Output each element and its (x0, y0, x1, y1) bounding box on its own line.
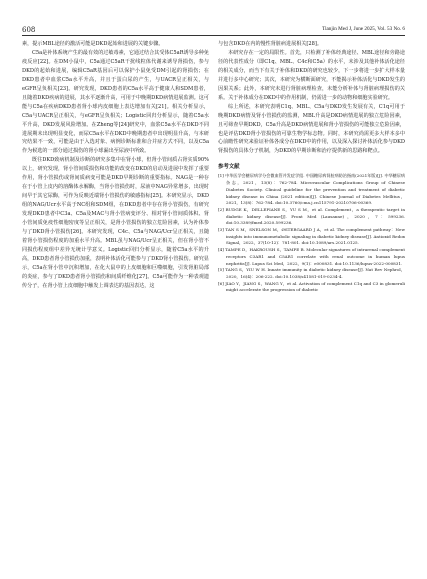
reference-item: [1] 中华医学会糖尿病学分会微血管并发症学组. 中国糖尿病肾脏病防治指南(2021年版)[J]. 中华糖尿病杂志，2021，13(8)：762-784. Microvascular Complications Group of Chinese Diabetes Society. Clinical guideline for the prevention and treatment of diabetic kidney disease in China (2021 edition)[J]. Chinese Journal of Diabetes Mellitus，2021，13(8)：762-784. doi:10.3760/cma.j.cn115791-20210706-00369. (218, 173, 405, 206)
paragraph: 素，提示MBL途径的激活可能是DKD起始和进展的关键步骤。 (22, 41, 164, 47)
header-rule (22, 35, 405, 36)
left-column (22, 40, 209, 291)
reference-item: [3] TAN S M，SNELSON M，ØSTERGAARD J A，et al. The complement pathway：New insights into immunometabolic signaling in diabetic kidney disease[J]. Antioxid Redox Signal，2022，37(10-12)：781-801. doi:10.1089/ars.2021.0125. (218, 227, 405, 246)
journal-header: Tianjin Med J, June 2025, Vol. 53 No. 6 (322, 26, 405, 32)
paragraph: 综上所述，本研究表明C1q、MBL、C5a与DKD发生发展有关，C1q可用于晚期DKD病情及肾小管损伤的监测，MBL升高是DKD病情进展的独立危险因素，且可筛查早期DKD，C5a升高是DKD病情进展和肾小管损伤的可能独立危险因素，也是评估DKD肾小管损伤的可靠生物学标志物。同时，本研究尚需更多大样本多中心前瞻性研究来验证补体各成分在DKD中的作用，以及深入探讨补体活化参与DKD肾损伤的具体分子机制，为DKD的早期诊断和治疗提供新的思路和靶点。 (218, 103, 405, 155)
right-column (218, 40, 405, 294)
paragraph: 与包含DKD在内的慢性肾脏病进展相关[28]。 (218, 41, 322, 47)
paragraph: C5a是补体系统产生的最有效的过敏毒素，它通过结合其受体C5aR诱导多种免疫反应[22]。在DM小鼠中，C5a通过C5aR干扰线粒体代谢来诱导肾损伤，参与DKD的起始和进展，编辑C5aR基因后可以保护小鼠免受DM引起的肾损伤；在DKD患者中血浆C5a水平升高，并且于蛋白尿的产生，与UACR呈正相关，与eGFR呈负相关[23]。研究发现，DKD患者的C5a水平高于健康人和SDM患者，且随着DKD疾病的进展，其水平逐渐升高，可用于中晚期DKD病情进展监测。这可能与C5a在疾病DKD患者肾小球内皮细胞上表达增加有关[21]。相关分析显示，C5a与UACR呈正相关，与eGFR呈负相关；Logistic回归分析显示，随着C5a水平升高，DKD发展风险增加。在Zheng等[24]研究中，血浆C5a水平在DKD不同进展期未出现明显变化，而尿C5a水平在DKD中晚期患者中出现明显升高，与本研究结果不一致，可能是由于入选对象、病例诊断标准和合并症方式不同，以及C5a作为候选的一部分通过损伤的肾小球漏出至尿液中所致。 (22, 49, 209, 155)
references-title: 参考文献 (218, 164, 240, 171)
page-number: 608 (22, 26, 36, 34)
reference-item: [4] TAMPE D，HAKROUSH S，TAMPE B. Molecular signatures of intrarenal complement receptors C3AR1 and C5AR1 correlate with renal outcome in human lupus nephritis[J]. Lupus Sci Med，2022，9(1)：e000831. doi:10.1136/lupus-2022-000831. (218, 247, 405, 266)
paragraph: 既往DKD致病机制及诊断的研究多集中在肾小球，但肾小管间质占肾实质90%以上，研究发现，肾小管间质损伤和功能的改变在DKD的启动及进展中发挥了重要作用，肾小管损伤或肾间质病变可能是DKD早期诊断的重要指标。NAG是一种存在于小管上皮内的溶酶体水解酶，当肾小管损伤时，尿液中NAG异常增多，出现时间早于其它尿酶，可作为反映近端肾小管损伤的敏感指标[25]。本研究显示，DKD组的NAG/Ucr水平高于NC组和SDM组，在DKD患者中存在肾小管损伤，有研究发现DKD患者中C3a、C5a及MAC与肾小管病变评分、相对肾小管间质体积、肾小管间质免疫性细胞密度等呈正相关，是肾小管损伤的独立危险因素，认为补体参与了DKD肾小管损伤[26]。本研究发现，C4c、C5a与NAG/Ucr呈正相关，且随着肾小管损伤程度的加重水平升高。MBL虽与NAG/Ucr呈正相关，但在肾小管不同损伤程度组中差异无统计学意义。Logistic回归分析显示，随着C5a水平的升高，DKD患者肾小管损伤加重，表明补体活化可能参与了DKD肾小管损伤。研究显示，C5a在肾小管中沉积增加，在化大鼠中的上皮细胞和巨噬细胞，引发肾脏局部的炎症，参与了DKD患者肾小管损伤和间质纤维化[27]。C5a可能作为一种表观遗传分子，在肾小管上皮细胞中触发上调表达的基因表达，这 (22, 157, 209, 289)
reference-item: [6] JIAO Y，JIANG S，WANG Y，et al. Activation of complement C1q and C3 in glomeruli might accelerate the progression of diabetic (218, 280, 405, 293)
reference-item: [5] TANG S，YIU W H. Innate immunity in diabetic kidney disease[J]. Nat Rev Nephrol，2020，16(4)：206-222. doi:10.1038/s41581-019-0234-4. (218, 267, 405, 279)
reference-item: [2] BUDGE K，DELLEPIANE S，YU S M，et al. Complement，a therapeutic target in diabetic kidney disease[J]. Front Med (Lausanne)，2020，7：599236. doi:10.3389/fmed.2020.599236. (218, 206, 405, 226)
paragraph: 本研究存在一定的局限性。首先，只检测了补体经典途径、MBL途径和旁路途径的代表性成分（即C1q、MBL、C4c和C5a）的水平，未涉及其他补体活化途径的相关成分，而当下有关于补体和DKD的研究也较少，下一步将进一步扩大样本量并进行多中心研究；其次，本研究为横断面研究，不能揭示补体活化与DKD发生的因果关系；此外，本研究未进行肾脏病理检查，未能分析补体与肾脏病理损伤的关系。关于补体成分在DKD中的作用机制，仍需进一步的动物和细胞实验研究。 (218, 49, 405, 101)
